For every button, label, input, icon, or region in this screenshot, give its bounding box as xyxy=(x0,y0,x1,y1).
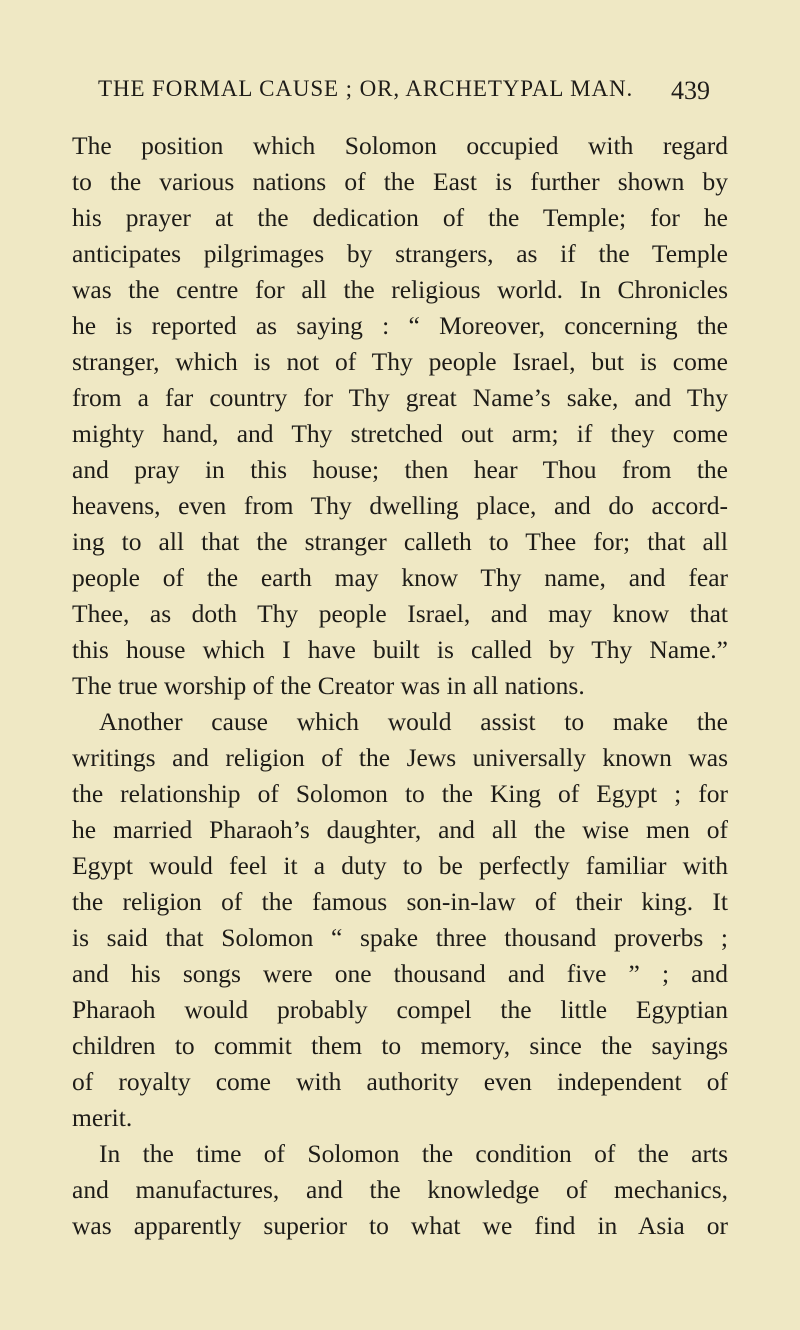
text-line: Pharaoh would probably compel the little Egyptian xyxy=(72,995,728,1024)
text-line: heavens, even from Thy dwelling place, and do accord- xyxy=(72,491,728,520)
text-line: was apparently superior to what we find in Asia or xyxy=(72,1211,728,1240)
text-line: he married Pharaoh’s daughter, and all the wise men of xyxy=(72,815,728,844)
text-line: was the centre for all the religious world. In Chronicles xyxy=(72,275,728,304)
running-head xyxy=(98,76,710,110)
text-line: and manufactures, and the knowledge of mechanics, xyxy=(72,1175,728,1204)
body-text xyxy=(72,128,728,1244)
text-line: this house which I have built is called by Thy Name.” xyxy=(72,635,728,664)
text-line: writings and religion of the Jews universally known was xyxy=(72,743,728,772)
text-line: and pray in this house; then hear Thou from the xyxy=(72,455,728,484)
text-line: the religion of the famous son-in-law of their king. It xyxy=(72,887,728,916)
running-head-title: THE FORMAL CAUSE ; OR, ARCHETYPAL MAN. xyxy=(98,76,634,101)
text-line: and his songs were one thousand and five ” ; and xyxy=(72,959,728,988)
text-line: people of the earth may know Thy name, and fear xyxy=(72,563,728,592)
text-line: to the various nations of the East is further shown by xyxy=(72,167,728,196)
text-line: the relationship of Solomon to the King of Egypt ; for xyxy=(72,779,728,808)
text-line: of royalty come with authority even independent of xyxy=(72,1067,728,1096)
text-line: Egypt would feel it a duty to be perfectly familiar with xyxy=(72,851,728,880)
text-line: The position which Solomon occupied with regard xyxy=(72,131,728,160)
text-line: is said that Solomon “ spake three thousand proverbs ; xyxy=(72,923,728,952)
text-line: ing to all that the stranger calleth to Thee for; that all xyxy=(72,527,728,556)
text-line: from a far country for Thy great Name’s sake, and Thy xyxy=(72,383,728,412)
text-line: he is reported as saying : “ Moreover, concerning the xyxy=(72,311,728,340)
text-line: stranger, which is not of Thy people Israel, but is come xyxy=(72,347,728,376)
text-line: merit. xyxy=(72,1103,133,1132)
text-line: his prayer at the dedication of the Temple; for he xyxy=(72,203,728,232)
text-line: children to commit them to memory, since the sayings xyxy=(72,1031,728,1060)
text-line: Another cause which would assist to make the xyxy=(99,707,728,736)
text-line: anticipates pilgrimages by strangers, as if the Temple xyxy=(72,239,728,268)
page-number: 439 xyxy=(671,76,710,105)
text-line: Thee, as doth Thy people Israel, and may know that xyxy=(72,599,728,628)
text-line: The true worship of the Creator was in all nations. xyxy=(72,671,585,700)
text-line: In the time of Solomon the condition of the arts xyxy=(99,1139,728,1168)
text-line: mighty hand, and Thy stretched out arm; if they come xyxy=(72,419,728,448)
